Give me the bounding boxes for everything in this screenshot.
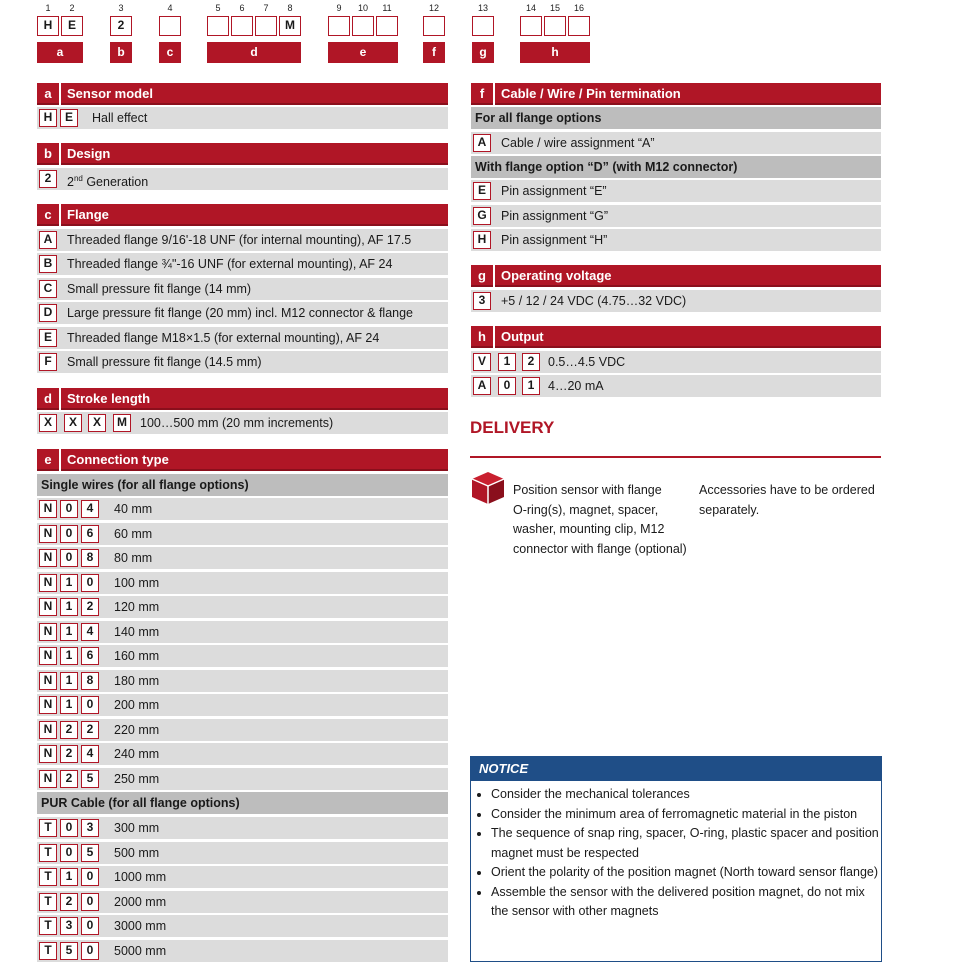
ordinal-rest: Generation: [82, 175, 149, 190]
code-box: 3: [473, 292, 491, 310]
group-label: c: [159, 42, 181, 63]
option-row: [471, 180, 881, 202]
option-text: Small pressure fit flange (14.5 mm): [67, 355, 262, 369]
option-text: Cable / wire assignment “A”: [501, 136, 655, 150]
package-box-icon: [470, 470, 506, 506]
connection-row: [37, 891, 448, 913]
section-title: Operating voltage: [501, 268, 612, 283]
section-letter: e: [37, 449, 61, 471]
option-row: [37, 229, 448, 251]
option-row: [471, 205, 881, 227]
position-number: 4: [167, 3, 173, 13]
code-box: 0: [60, 500, 78, 518]
section-letter: b: [37, 143, 61, 165]
section-letter: h: [471, 326, 495, 348]
option-text: Pin assignment “E”: [501, 184, 607, 198]
delivery-contents: [513, 481, 687, 559]
code-box: [207, 16, 229, 36]
connection-row: [37, 645, 448, 667]
group-label: f: [423, 42, 445, 63]
code-box: 2: [522, 353, 540, 371]
code-box: 2: [60, 721, 78, 739]
section-a-header: [37, 83, 448, 105]
code-box: 2: [110, 16, 132, 36]
code-box: 3: [60, 917, 78, 935]
code-box: 6: [81, 647, 99, 665]
section-h-header: [471, 326, 881, 348]
connection-length: 5000 mm: [114, 943, 167, 958]
notice-item: • Assemble the sensor with the delivered position magnet, do not mix the sensor with other magnets: [491, 883, 881, 922]
section-title: Cable / Wire / Pin termination: [501, 86, 681, 101]
code-box: [352, 16, 374, 36]
section-title: Design: [67, 146, 111, 161]
position-number: 7: [263, 3, 269, 13]
code-box: E: [61, 16, 83, 36]
code-box: 2: [60, 745, 78, 763]
notice-item: • Consider the mechanical tolerances: [491, 785, 881, 805]
code-box: [520, 16, 542, 36]
connection-length: 500 mm: [114, 845, 160, 860]
code-box: A: [473, 377, 491, 395]
section-d-header: [37, 388, 448, 410]
flange-d-subheader: With flange option “D” (with M12 connector): [471, 156, 881, 178]
code-box: 1: [498, 353, 516, 371]
group-label: b: [110, 42, 132, 63]
position-number: 2: [69, 3, 75, 13]
connection-length: 250 mm: [114, 771, 160, 786]
code-box: M: [113, 414, 131, 432]
code-box: 5: [60, 942, 78, 960]
section-title: Connection type: [67, 452, 169, 467]
code-box: T: [39, 942, 57, 960]
option-text: Threaded flange ¾"-16 UNF (for external mounting), AF 24: [67, 257, 393, 271]
connection-row: [37, 596, 448, 618]
code-box: 5: [81, 770, 99, 788]
code-box: N: [39, 623, 57, 641]
connection-length: 300 mm: [114, 821, 160, 835]
connection-row: [37, 940, 448, 962]
option-row: [471, 375, 881, 397]
notice-list: [471, 785, 881, 922]
code-box: A: [473, 134, 491, 152]
code-box: 0: [498, 377, 516, 395]
code-box: N: [39, 525, 57, 543]
connection-row: [37, 498, 448, 520]
code-box: C: [39, 280, 57, 298]
code-box: 3: [81, 819, 99, 837]
connection-length: 220 mm: [114, 722, 160, 737]
code-box: 1: [60, 647, 78, 665]
section-g-header: [471, 265, 881, 287]
code-box: 0: [81, 942, 99, 960]
code-box: 4: [81, 623, 99, 641]
connection-length: 2000 mm: [114, 894, 167, 909]
option-text: Large pressure fit flange (20 mm) incl. M12 connector & flange: [67, 306, 414, 320]
delivery-note-line: Accessories have to be ordered: [699, 483, 875, 497]
code-box: 2: [60, 893, 78, 911]
option-text: Threaded flange 9/16'-18 UNF (for internal mounting), AF 17.5: [67, 233, 412, 247]
code-box: H: [37, 16, 59, 36]
code-box: 1: [522, 377, 540, 395]
code-box: 0: [60, 819, 78, 837]
pur-cable-subheader: PUR Cable (for all flange options): [37, 792, 448, 814]
group-label: d: [207, 42, 301, 63]
option-row: [37, 253, 448, 275]
connection-row: [37, 694, 448, 716]
connection-row: [37, 866, 448, 888]
code-box: N: [39, 696, 57, 714]
code-box: N: [39, 745, 57, 763]
code-box: 2: [81, 598, 99, 616]
section-title: Stroke length: [67, 391, 151, 406]
code-box: N: [39, 549, 57, 567]
single-wires-subheader: Single wires (for all flange options): [37, 474, 448, 496]
option-row: [37, 107, 448, 129]
code-box: N: [39, 598, 57, 616]
connection-length: 140 mm: [114, 624, 160, 639]
option-text: 4…20 mA: [548, 379, 604, 393]
code-box: X: [88, 414, 106, 432]
code-box: 1: [60, 868, 78, 886]
code-box: V: [473, 353, 491, 371]
connection-row: [37, 719, 448, 741]
code-box: 1: [60, 672, 78, 690]
connection-length: 80 mm: [114, 551, 153, 565]
connection-row: [37, 670, 448, 692]
code-box: H: [473, 231, 491, 249]
position-number: 9: [336, 3, 342, 13]
connection-length: 240 mm: [114, 747, 160, 761]
code-box: X: [39, 414, 57, 432]
all-flange-subheader: For all flange options: [471, 107, 881, 129]
section-f-header: [471, 83, 881, 105]
code-box: G: [473, 207, 491, 225]
code-box: E: [473, 182, 491, 200]
code-box: N: [39, 500, 57, 518]
code-box: N: [39, 574, 57, 592]
code-box: 2: [81, 721, 99, 739]
code-box: [544, 16, 566, 36]
code-box: N: [39, 721, 57, 739]
option-text: Pin assignment “H”: [501, 233, 608, 247]
option-text: 0.5…4.5 VDC: [548, 355, 626, 369]
code-box: 0: [81, 917, 99, 935]
delivery-line: washer, mounting clip, M12: [513, 522, 665, 536]
code-box: 2: [60, 770, 78, 788]
code-box: 5: [81, 844, 99, 862]
group-label: h: [520, 42, 590, 63]
option-text: +5 / 12 / 24 VDC (4.75…32 VDC): [501, 294, 687, 308]
section-letter: g: [471, 265, 495, 287]
position-number: 11: [382, 3, 392, 13]
code-box: N: [39, 647, 57, 665]
notice-item: • Consider the minimum area of ferromagnetic material in the piston: [491, 805, 881, 825]
group-label: a: [37, 42, 83, 63]
delivery-divider: [470, 456, 881, 458]
code-box: F: [39, 353, 57, 371]
section-title: Sensor model: [67, 86, 153, 101]
code-box: M: [279, 16, 301, 36]
code-box: N: [39, 770, 57, 788]
option-row: [471, 290, 881, 312]
code-box: 0: [60, 549, 78, 567]
group-label: e: [328, 42, 398, 63]
section-letter: c: [37, 204, 61, 226]
notice-item: • The sequence of snap ring, spacer, O-ring, plastic spacer and position magnet must be respected: [491, 824, 881, 863]
option-row: [37, 412, 448, 434]
code-box: 1: [60, 623, 78, 641]
code-box: 0: [60, 844, 78, 862]
code-box: T: [39, 893, 57, 911]
delivery-line: O-ring(s), magnet, spacer,: [513, 502, 659, 517]
code-box: 2: [39, 170, 57, 188]
connection-length: 120 mm: [114, 600, 160, 614]
section-letter: d: [37, 388, 61, 410]
notice-item: • Orient the polarity of the position magnet (North toward sensor flange): [491, 863, 881, 883]
code-box: A: [39, 231, 57, 249]
connection-length: 1000 mm: [114, 870, 167, 884]
group-label: g: [472, 42, 494, 63]
delivery-note-line: separately.: [699, 502, 760, 517]
option-row: [37, 168, 448, 190]
connection-length: 200 mm: [114, 698, 160, 712]
connection-row: [37, 572, 448, 594]
code-box: [472, 16, 494, 36]
connection-row: [37, 621, 448, 643]
code-box: T: [39, 868, 57, 886]
position-number: 3: [118, 3, 124, 13]
code-box: T: [39, 844, 57, 862]
code-box: 0: [81, 868, 99, 886]
code-box: [568, 16, 590, 36]
position-number: 16: [573, 3, 584, 13]
connection-row: [37, 842, 448, 864]
ordinal-suffix: nd: [73, 174, 83, 183]
connection-row: [37, 523, 448, 545]
position-number: 6: [239, 3, 245, 13]
notice-title: NOTICE: [471, 757, 881, 781]
code-box: X: [64, 414, 82, 432]
option-row: [37, 351, 448, 373]
code-box: [231, 16, 253, 36]
connection-row: [37, 768, 448, 790]
code-box: 1: [60, 598, 78, 616]
notice-box: [470, 756, 882, 962]
delivery-line: connector with flange (optional): [513, 541, 687, 556]
connection-length: 180 mm: [114, 673, 160, 688]
option-text: Hall effect: [92, 111, 148, 125]
code-box: [159, 16, 181, 36]
option-text: Pin assignment “G”: [501, 209, 608, 223]
code-box: [255, 16, 277, 36]
code-box: [328, 16, 350, 36]
position-number: 5: [215, 3, 221, 13]
delivery-note: [699, 481, 875, 520]
connection-row: [37, 743, 448, 765]
position-number: 13: [477, 3, 488, 13]
code-box: E: [60, 109, 78, 127]
delivery-title: DELIVERY: [470, 418, 555, 437]
code-box: E: [39, 329, 57, 347]
position-number: 12: [428, 3, 439, 13]
position-number: 1: [45, 3, 51, 13]
option-row: [37, 278, 448, 300]
section-c-header: [37, 204, 448, 226]
section-e-header: [37, 449, 448, 471]
code-box: 1: [60, 696, 78, 714]
position-number: 8: [287, 3, 293, 13]
connection-length: 60 mm: [114, 526, 153, 541]
option-row: [471, 229, 881, 251]
code-box: 8: [81, 549, 99, 567]
code-box: 4: [81, 745, 99, 763]
section-title: Output: [501, 329, 544, 344]
code-box: 0: [60, 525, 78, 543]
position-number: 14: [525, 3, 536, 13]
code-box: 0: [81, 574, 99, 592]
option-row: [471, 351, 881, 373]
code-box: T: [39, 819, 57, 837]
section-letter: f: [471, 83, 495, 105]
code-box: 4: [81, 500, 99, 518]
connection-length: 3000 mm: [114, 919, 167, 933]
option-text: Small pressure fit flange (14 mm): [67, 282, 252, 296]
section-title: Flange: [67, 207, 109, 222]
option-row: [37, 302, 448, 324]
option-text: 100…500 mm (20 mm increments): [140, 416, 334, 430]
connection-row: [37, 915, 448, 937]
code-box: B: [39, 255, 57, 273]
code-box: [376, 16, 398, 36]
code-box: T: [39, 917, 57, 935]
ordinal-number: 2: [67, 175, 74, 190]
option-text: [67, 168, 148, 193]
code-box: 6: [81, 525, 99, 543]
delivery-line: Position sensor with flange: [513, 483, 662, 497]
connection-row: [37, 547, 448, 569]
option-row: [471, 132, 881, 154]
code-box: D: [39, 304, 57, 322]
option-row: [37, 327, 448, 349]
connection-length: 100 mm: [114, 575, 160, 590]
section-b-header: [37, 143, 448, 165]
code-box: 0: [81, 893, 99, 911]
position-number: 10: [357, 3, 368, 13]
position-number: 15: [549, 3, 560, 13]
code-box: 1: [60, 574, 78, 592]
code-box: 0: [81, 696, 99, 714]
section-letter: a: [37, 83, 61, 105]
code-box: H: [39, 109, 57, 127]
connection-length: 40 mm: [114, 502, 153, 516]
code-box: N: [39, 672, 57, 690]
code-box: [423, 16, 445, 36]
option-text: Threaded flange M18×1.5 (for external mounting), AF 24: [67, 331, 380, 345]
code-box: 8: [81, 672, 99, 690]
connection-length: 160 mm: [114, 649, 160, 663]
connection-row: [37, 817, 448, 839]
